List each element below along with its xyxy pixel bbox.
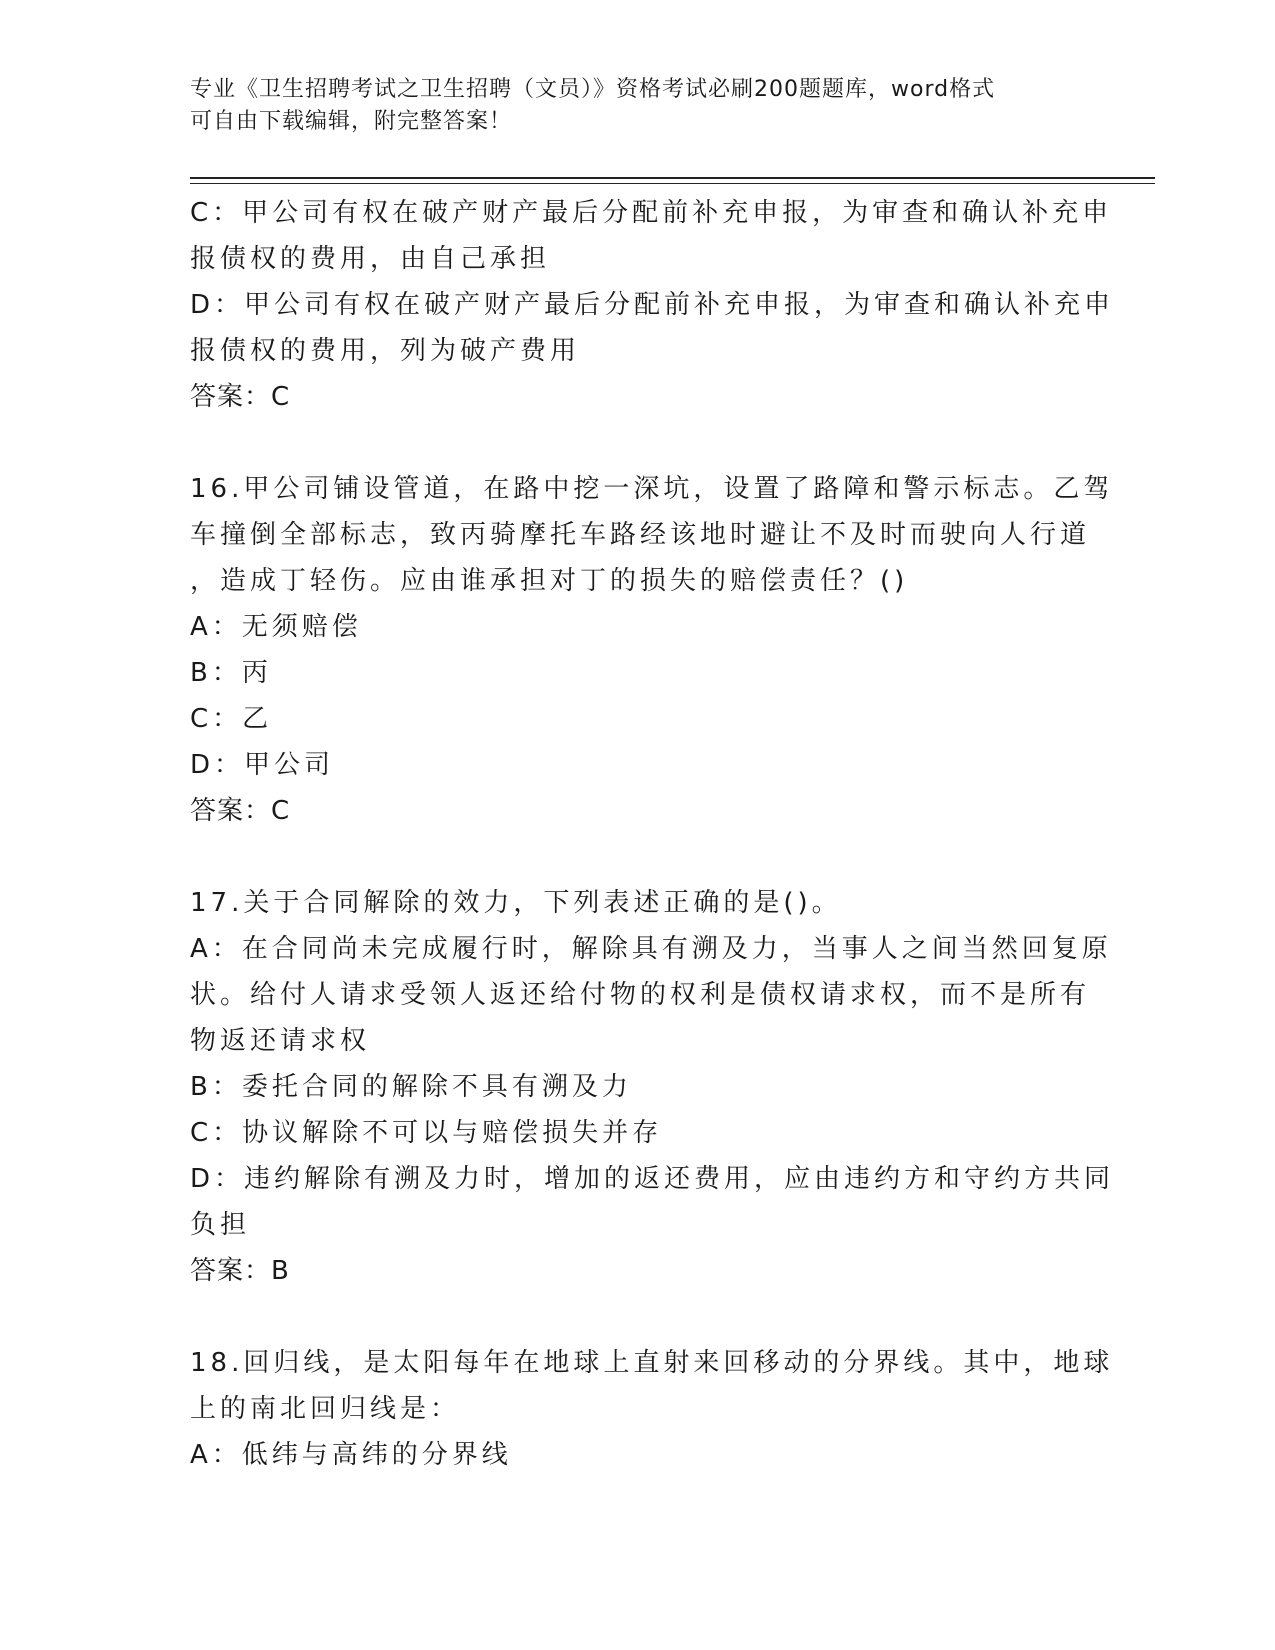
question-15-tail <box>190 190 1115 420</box>
header-divider-thin <box>190 183 1155 184</box>
header-divider-thick <box>190 177 1155 179</box>
option-d: D：甲公司 <box>190 750 335 780</box>
question-stem-line-1: 18.回归线，是太阳每年在地球上直射来回移动的分界线。其中，地球 <box>190 1348 1114 1378</box>
option-d-line-1: D：甲公司有权在破产财产最后分配前补充申报，为审查和确认补充申 <box>190 290 1115 320</box>
option-c: C：协议解除不可以与赔偿损失并存 <box>190 1118 663 1148</box>
question-16 <box>190 466 1114 834</box>
question-stem-line-2: 上的南北回归线是： <box>190 1394 461 1424</box>
question-stem-line-2: 车撞倒全部标志，致丙骑摩托车路经该地时避让不及时而驶向人行道 <box>190 520 1091 550</box>
option-a-line-2: 状。给付人请求受领人返还给付物的权利是债权请求权，而不是所有 <box>190 980 1091 1010</box>
answer-line: 答案：C <box>190 796 291 826</box>
option-b: B：委托合同的解除不具有溯及力 <box>190 1072 632 1102</box>
option-d-line-1: D：违约解除有溯及力时，增加的返还费用，应由违约方和守约方共同 <box>190 1164 1115 1194</box>
option-a-line-3: 物返还请求权 <box>190 1026 371 1056</box>
question-17 <box>190 880 1115 1294</box>
option-c-line-1: C：甲公司有权在破产财产最后分配前补充申报，为审查和确认补充申 <box>190 198 1113 228</box>
document-body <box>190 190 1115 1478</box>
option-a: A：低纬与高纬的分界线 <box>190 1440 512 1470</box>
option-a: A：无须赔偿 <box>190 612 362 642</box>
header-title-line-2: 可自由下载编辑，附完整答案！ <box>190 109 513 134</box>
option-c: C：乙 <box>190 704 273 734</box>
document-header <box>190 74 1070 138</box>
option-a-line-1: A：在合同尚未完成履行时，解除具有溯及力，当事人之间当然回复原 <box>190 934 1112 964</box>
option-d-line-2: 报债权的费用，列为破产费用 <box>190 336 581 366</box>
question-stem-line-1: 16.甲公司铺设管道，在路中挖一深坑，设置了路障和警示标志。乙驾 <box>190 474 1114 504</box>
option-c-line-2: 报债权的费用，由自己承担 <box>190 244 551 274</box>
option-d-line-2: 负担 <box>190 1210 251 1240</box>
question-18 <box>190 1340 1114 1478</box>
option-b: B：丙 <box>190 658 272 688</box>
spacer <box>190 834 1080 880</box>
spacer <box>190 420 1080 466</box>
answer-line: 答案：C <box>190 382 291 412</box>
header-title-line-1: 专业《卫生招聘考试之卫生招聘（文员）》资格考试必刷200题题库，word格式 <box>190 77 996 102</box>
answer-line: 答案：B <box>190 1256 290 1286</box>
question-stem-line-3: ，造成丁轻伤。应由谁承担对丁的损失的赔偿责任？() <box>190 566 909 596</box>
spacer <box>190 1294 1080 1340</box>
question-stem: 17.关于合同解除的效力，下列表述正确的是()。 <box>190 888 842 918</box>
